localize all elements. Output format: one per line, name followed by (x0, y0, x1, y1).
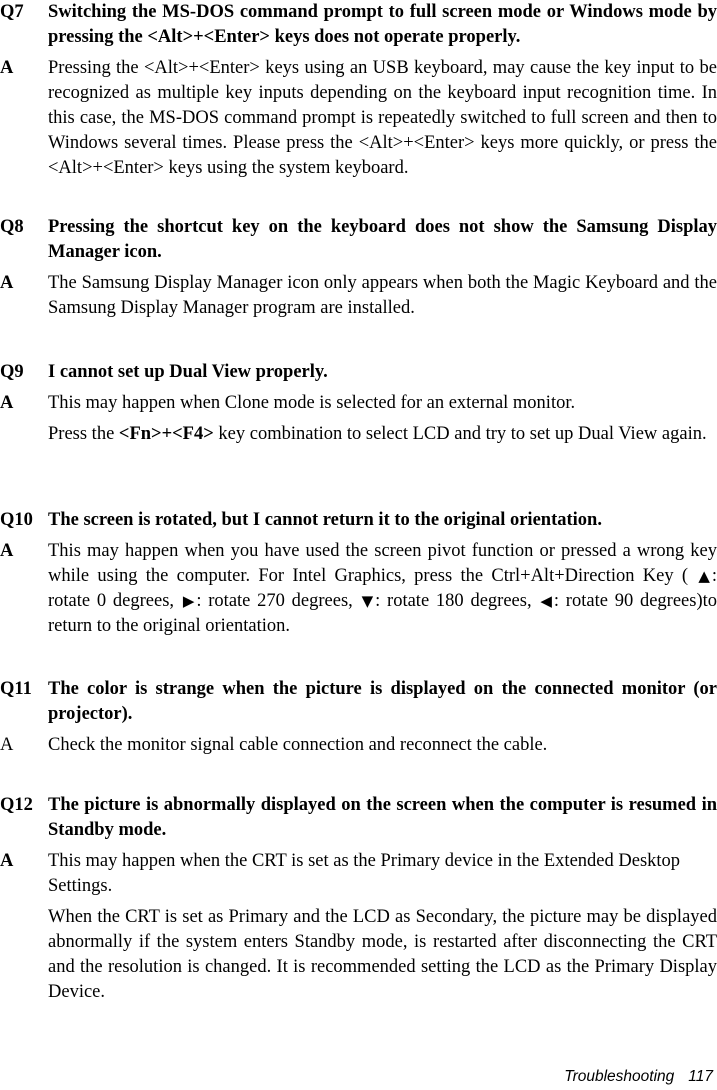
question-row (0, 0, 717, 50)
answer-text: This may happen when Clone mode is selected for an external monitor. (48, 393, 576, 413)
faq-item-q12 (0, 793, 717, 1005)
question-text: Pressing the shortcut key on the keyboard does not show the Samsung Display Manager icon. (48, 217, 717, 262)
direction-up-text: : rotate 0 degrees, (48, 566, 717, 611)
faq-item-q11 (0, 677, 717, 758)
answer-text (48, 539, 717, 639)
question-text: The picture is abnormally displayed on the screen when the computer is resumed in Standby mode. (48, 795, 717, 840)
answer-continuation-row (0, 905, 717, 1005)
answer-text: Pressing the <Alt>+<Enter> keys using an USB keyboard, may cause the key input to be recognized as multiple key inputs depending on the keyboard input recognition time. In this case, the MS-DOS command prompt is repeatedly switched to full screen and then to Windows several times. Please press the <Alt>+<Enter> keys more quickly, or press the <Alt>+<Enter> keys using the system keyboard. (48, 58, 717, 178)
direction-right-text: : rotate 270 degrees, (196, 591, 360, 611)
direction-left-text: : rotate 90 degrees)to return to the original orientation. (48, 591, 717, 636)
question-label: Q9 (0, 362, 24, 382)
faq-item-q10 (0, 508, 717, 639)
answer-text: This may happen when the CRT is set as the Primary device in the Extended Desktop Settings. (48, 851, 681, 896)
question-row (0, 215, 717, 265)
question-row (0, 508, 717, 533)
answer-suffix: key combination to select LCD and try to set up Dual View again. (213, 424, 707, 444)
question-text: I cannot set up Dual View properly. (48, 362, 328, 382)
answer-label: A (0, 393, 14, 413)
answer-row (0, 733, 717, 758)
answer-prefix: Press the (48, 424, 119, 444)
question-row (0, 793, 717, 843)
question-label: Q10 (0, 510, 33, 530)
answer-label: A (0, 541, 14, 561)
answer-text: The Samsung Display Manager icon only appears when both the Magic Keyboard and the Samsung Display Manager program are installed. (48, 273, 717, 318)
footer-section-title: Troubleshooting (564, 1068, 675, 1085)
answer-label: A (0, 273, 14, 293)
question-row (0, 677, 717, 727)
answer-row (0, 271, 717, 321)
up-arrow-icon: ▲ (698, 567, 710, 585)
answer-continuation-row (0, 422, 717, 447)
answer-row (0, 539, 717, 639)
direction-down-text: : rotate 180 degrees, (375, 591, 539, 611)
answer-label: A (0, 735, 14, 755)
answer-label: A (0, 58, 14, 78)
question-text: The color is strange when the picture is displayed on the connected monitor (or projector). (48, 679, 717, 724)
answer-continuation-text (48, 422, 717, 447)
answer-text: Check the monitor signal cable connection and reconnect the cable. (48, 735, 548, 755)
answer-row (0, 56, 717, 181)
question-label: Q11 (0, 679, 32, 699)
down-arrow-icon: ▼ (361, 592, 374, 610)
question-label: Q7 (0, 2, 24, 22)
faq-item-q8 (0, 215, 717, 321)
key-combo: <Fn>+<F4> (118, 424, 214, 444)
right-arrow-icon: ▶ (182, 592, 195, 610)
left-arrow-icon: ◀ (540, 592, 552, 610)
question-label: Q8 (0, 217, 24, 237)
question-row (0, 360, 717, 385)
answer-row (0, 391, 717, 416)
question-text: Switching the MS-DOS command prompt to full screen mode or Windows mode by pressing the <Alt>+<Enter> keys does not operate properly. (48, 2, 717, 47)
question-label: Q12 (0, 795, 33, 815)
answer-label: A (0, 851, 14, 871)
faq-item-q9 (0, 360, 717, 447)
page-footer (564, 1068, 713, 1086)
answer-intro: This may happen when you have used the screen pivot function or pressed a wrong key while using the computer. For Intel Graphics, press the Ctrl+Alt+Direction Key ( (48, 541, 717, 586)
faq-item-q7 (0, 0, 717, 181)
question-text: The screen is rotated, but I cannot return it to the original orientation. (48, 510, 602, 530)
page-number: 117 (688, 1068, 713, 1085)
answer-continuation-text: When the CRT is set as Primary and the LCD as Secondary, the picture may be displayed abnormally if the system enters Standby mode, is restarted after disconnecting the CRT and the resolution is changed. It is recommended setting the LCD as the Primary Display Device. (48, 907, 717, 1002)
answer-row (0, 849, 717, 899)
